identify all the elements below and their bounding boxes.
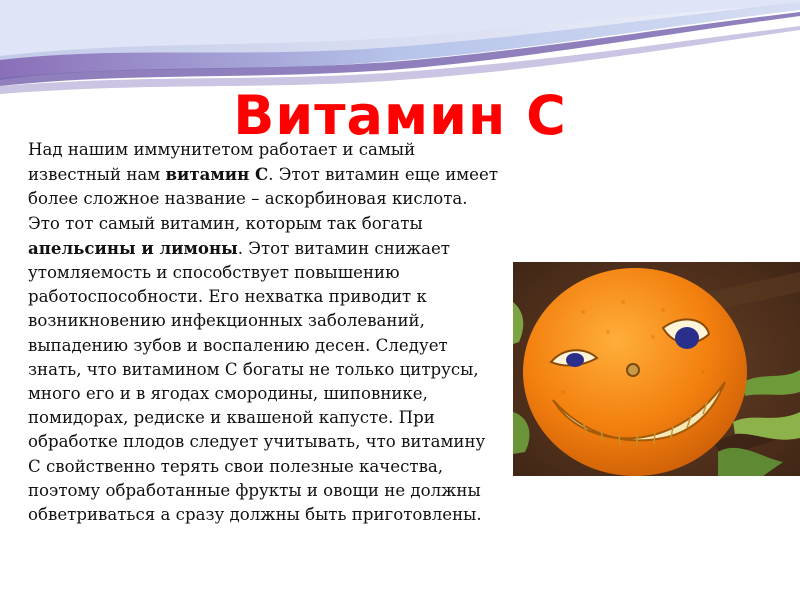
slide-body-text <box>28 138 498 527</box>
orange-smiley-illustration <box>513 262 800 476</box>
text-run-bold-vitamin-c: витамин С <box>165 164 269 185</box>
orange-smiley-photo <box>513 262 800 476</box>
text-run-bold-oranges-lemons: апельсины и лимоны <box>28 237 238 258</box>
slide-title: Витамин С <box>233 84 567 147</box>
body-paragraph <box>28 138 498 527</box>
text-run: . Этот витамин снижает утомляемость и способствует повышению работоспособности. Его нехватка приводит к возникновению инфекционных заболеваний, выпадению зубов и воспалению десен. Следует знать, что витамином С богаты не только цитрусы, много его и в ягодах смородины, шиповнике, помидорах, редиске и квашеной капусте. При обработке плодов следует учитывать, что витамину С свойственно терять свои полезные качества, поэтому обработанные фрукты и овощи не должны обветриваться а сразу должны быть приготовлены. <box>28 238 486 525</box>
text-run: Над нашим иммунитетом работает и самый известный нам <box>28 140 416 185</box>
text-run: . Этот витамин еще имеет более сложное название – аскорбиновая кислота. Это тот самый витамин, которым так богаты <box>28 165 498 233</box>
